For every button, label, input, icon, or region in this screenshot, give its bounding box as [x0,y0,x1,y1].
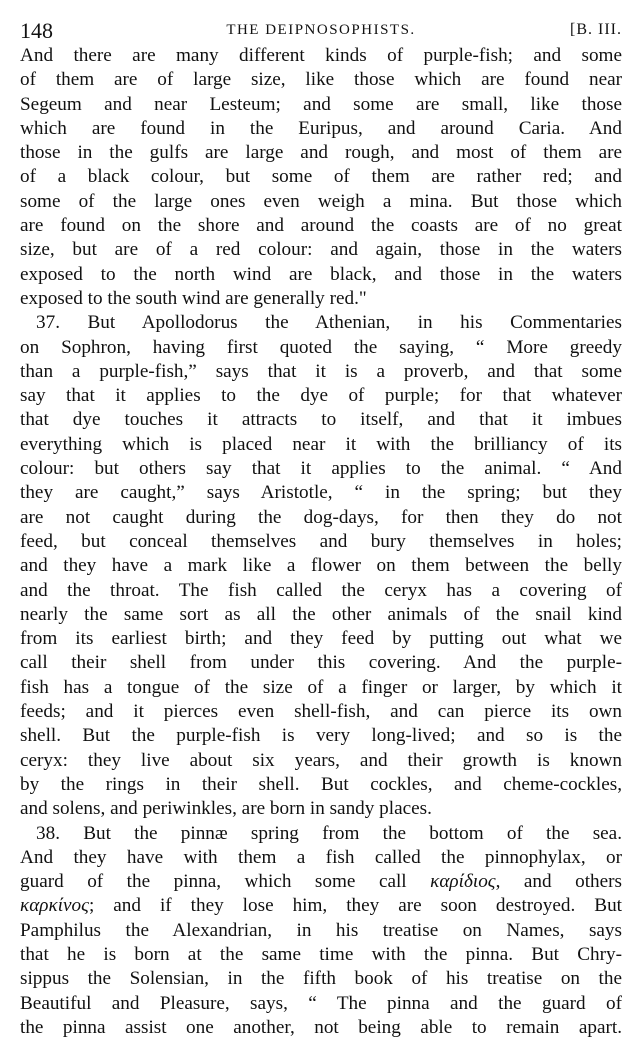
text-line: sippus the Solensian, in the fifth book of his treatise on the [20,968,622,990]
text-line: size, but are of a red colour: and again, those in the waters [20,239,622,261]
text-line: from its earliest birth; and they feed by putting out what we [20,628,622,650]
text-line: by the rings in their shell. But cockles, and cheme-cockles, [20,773,622,795]
text-line: fish has a tongue of the size of a finger or larger, by which it [20,676,622,698]
text-line: that dye touches it attracts to itself, and that it imbues [20,409,622,431]
text-line [20,870,622,894]
body-text [20,44,622,1040]
document-page [20,8,622,1040]
greek-term: καρκίνος [20,895,89,917]
text-line: exposed to the north wind are black, and those in the waters [20,263,622,285]
text-fragment: guard of the pinna, which some call [20,871,431,893]
book-reference: [B. III. [570,21,622,38]
text-line: of a black colour, but some of them are rather red; and [20,166,622,188]
text-fragment: ; and if they lose him, they are soon destroyed. But [88,895,622,917]
text-line: and the throat. The fish called the ceryx has a covering of [20,579,622,601]
text-line: call their shell from under this covering. And the purple- [20,652,622,674]
greek-term: καρίδιος [430,871,496,893]
text-line: are not caught during the dog-days, for then they do not [20,506,622,528]
running-title: THE DEIPNOSOPHISTS. [226,22,416,38]
text-line: colour: but others say that it applies to the animal. “ And [20,458,622,480]
text-line: and solens, and periwinkles, are born in sandy places. [20,798,432,820]
text-line: shell. But the purple-fish is very long-lived; and so is the [20,725,622,747]
text-line: Beautiful and Pleasure, says, “ The pinna and the guard of [20,992,622,1014]
text-line: everything which is placed near it with the brilliancy of its [20,433,622,455]
text-line: 37. But Apollodorus the Athenian, in his Commentaries [36,312,622,334]
text-line: 38. But the pinnæ spring from the bottom of the sea. [36,822,622,844]
text-line: and they have a mark like a flower on them between the belly [20,555,622,577]
text-line: Segeum and near Lesteum; and some are small, like those [20,93,622,115]
text-line: they are caught,” says Aristotle, “ in the spring; but they [20,482,622,504]
text-line: are found on the shore and around the coasts are of no great [20,215,622,237]
text-line: the pinna assist one another, not being able to remain apart. [20,1016,622,1038]
page-number: 148 [20,18,53,43]
text-line: ceryx: they live about six years, and their growth is known [20,749,622,771]
text-line: of them are of large size, like those which are found near [20,69,622,91]
text-line: And they have with them a fish called the pinnophylax, or [20,846,622,868]
text-line: feeds; and it pierces even shell-fish, and can pierce its own [20,701,622,723]
text-line: than a purple-fish,” says that it is a proverb, and that some [20,360,622,382]
text-line: exposed to the south wind are generally red." [20,287,367,309]
text-line: on Sophron, having first quoted the saying, “ More greedy [20,336,622,358]
page-header [20,8,622,44]
text-line [20,894,622,918]
text-line: Pamphilus the Alexandrian, in his treatise on Names, says [20,919,622,941]
text-line: And there are many different kinds of purple-fish; and some [20,45,622,66]
text-line: say that it applies to the dye of purple; for that whatever [20,385,622,407]
text-line: which are found in the Euripus, and around Caria. And [20,117,622,139]
text-line: nearly the same sort as all the other animals of the snail kind [20,603,622,625]
text-line: that he is born at the same time with the pinna. But Chry- [20,943,622,965]
text-line: some of the large ones even weigh a mina. But those which [20,190,622,212]
text-line: feed, but conceal themselves and bury themselves in holes; [20,530,622,552]
text-line: those in the gulfs are large and rough, and most of them are [20,142,622,164]
text-fragment: , and others [495,871,622,893]
